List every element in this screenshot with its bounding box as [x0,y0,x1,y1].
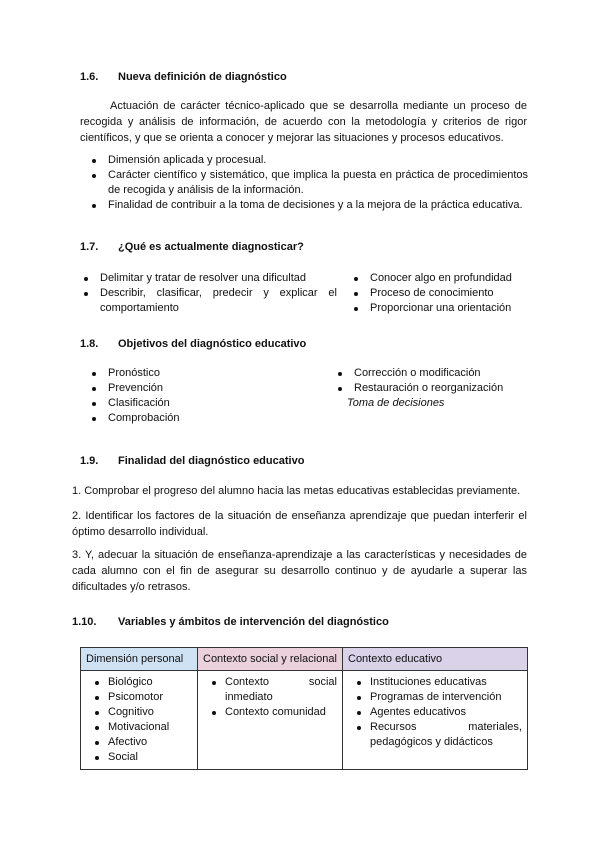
list-item: Clasificación [88,396,288,411]
table-header-row [81,648,528,671]
header-contexto-educativo: Contexto educativo [343,648,528,671]
objectives-list-left [88,366,288,426]
heading-1-9: 1.9. Finalidad del diagnóstico educativo [80,455,305,467]
list-item: Recursos materiales, pedagógicos y didácticos [348,720,522,750]
list-item: Pronóstico [88,366,288,381]
heading-1-7: 1.7. ¿Qué es actualmente diagnosticar? [80,241,304,253]
heading-1-6: 1.6. Nueva definición de diagnóstico [80,71,287,83]
table-row [81,671,528,770]
header-contexto-social: Contexto social y relacional [198,648,343,671]
heading-1-10: 1.10. Variables y ámbitos de intervención del diagnóstico [72,616,389,628]
intervention-table [80,647,528,770]
list-item: Social [86,750,192,765]
list-item: Psicomotor [86,690,192,705]
purpose-paragraph-1: 1. Comprobar el progreso del alumno hacia las metas educativas establecidas previamente. [72,485,521,497]
list-item: Corrección o modificación [334,366,534,381]
list-item: Contexto comunidad [203,705,337,720]
list-item: Motivacional [86,720,192,735]
cell-contexto-social [198,671,343,770]
list-item: Programas de intervención [348,690,522,705]
cell-dimension-personal [81,671,198,770]
list-item: Finalidad de contribuir a la toma de decisiones y a la mejora de la práctica educativa. [88,198,528,213]
list-item: Biológico [86,675,192,690]
definition-list [88,153,528,213]
list-item: Conocer algo en profundidad [350,271,530,286]
list-item: Contexto social inmediato [203,675,337,705]
list-item: Instituciones educativas [348,675,522,690]
diagnose-list-left [80,271,337,316]
purpose-paragraph-2: 2. Identificar los factores de la situación de enseñanza aprendizaje que puedan interferir el óptimo desarrollo individual. [72,510,527,538]
heading-1-8: 1.8. Objetivos del diagnóstico educativo [80,338,307,350]
diagnose-list-right [350,271,530,316]
objectives-note: Toma de decisiones [347,397,445,409]
list-item: Describir, clasificar, predecir y explicar el comportamiento [80,286,337,316]
list-item: Prevención [88,381,288,396]
list-item: Dimensión aplicada y procesual. [88,153,528,168]
header-dimension-personal: Dimensión personal [81,648,198,671]
purpose-paragraph-3: 3. Y, adecuar la situación de enseñanza-aprendizaje a las características y necesidades de cada alumno con el fin de asegurar su desarrollo continuo y de ayudarle a superar las dificultades y/o retrasos. [72,549,527,593]
list-item: Proporcionar una orientación [350,301,530,316]
list-item: Comprobación [88,411,288,426]
list-item: Delimitar y tratar de resolver una dificultad [80,271,337,286]
cell-contexto-educativo [343,671,528,770]
list-item: Cognitivo [86,705,192,720]
objectives-list-right [334,366,534,396]
definition-paragraph: Actuación de carácter técnico-aplicado que se desarrolla mediante un proceso de recogida y análisis de información, de acuerdo con la metodología y criterios de rigor científicos, y que se orienta a conocer y mejorar las situaciones y procesos educativos. [80,100,527,144]
list-item: Carácter científico y sistemático, que implica la puesta en práctica de procedimientos de recogida y análisis de la información. [88,168,528,198]
list-item: Afectivo [86,735,192,750]
list-item: Agentes educativos [348,705,522,720]
list-item: Proceso de conocimiento [350,286,530,301]
list-item: Restauración o reorganización [334,381,534,396]
